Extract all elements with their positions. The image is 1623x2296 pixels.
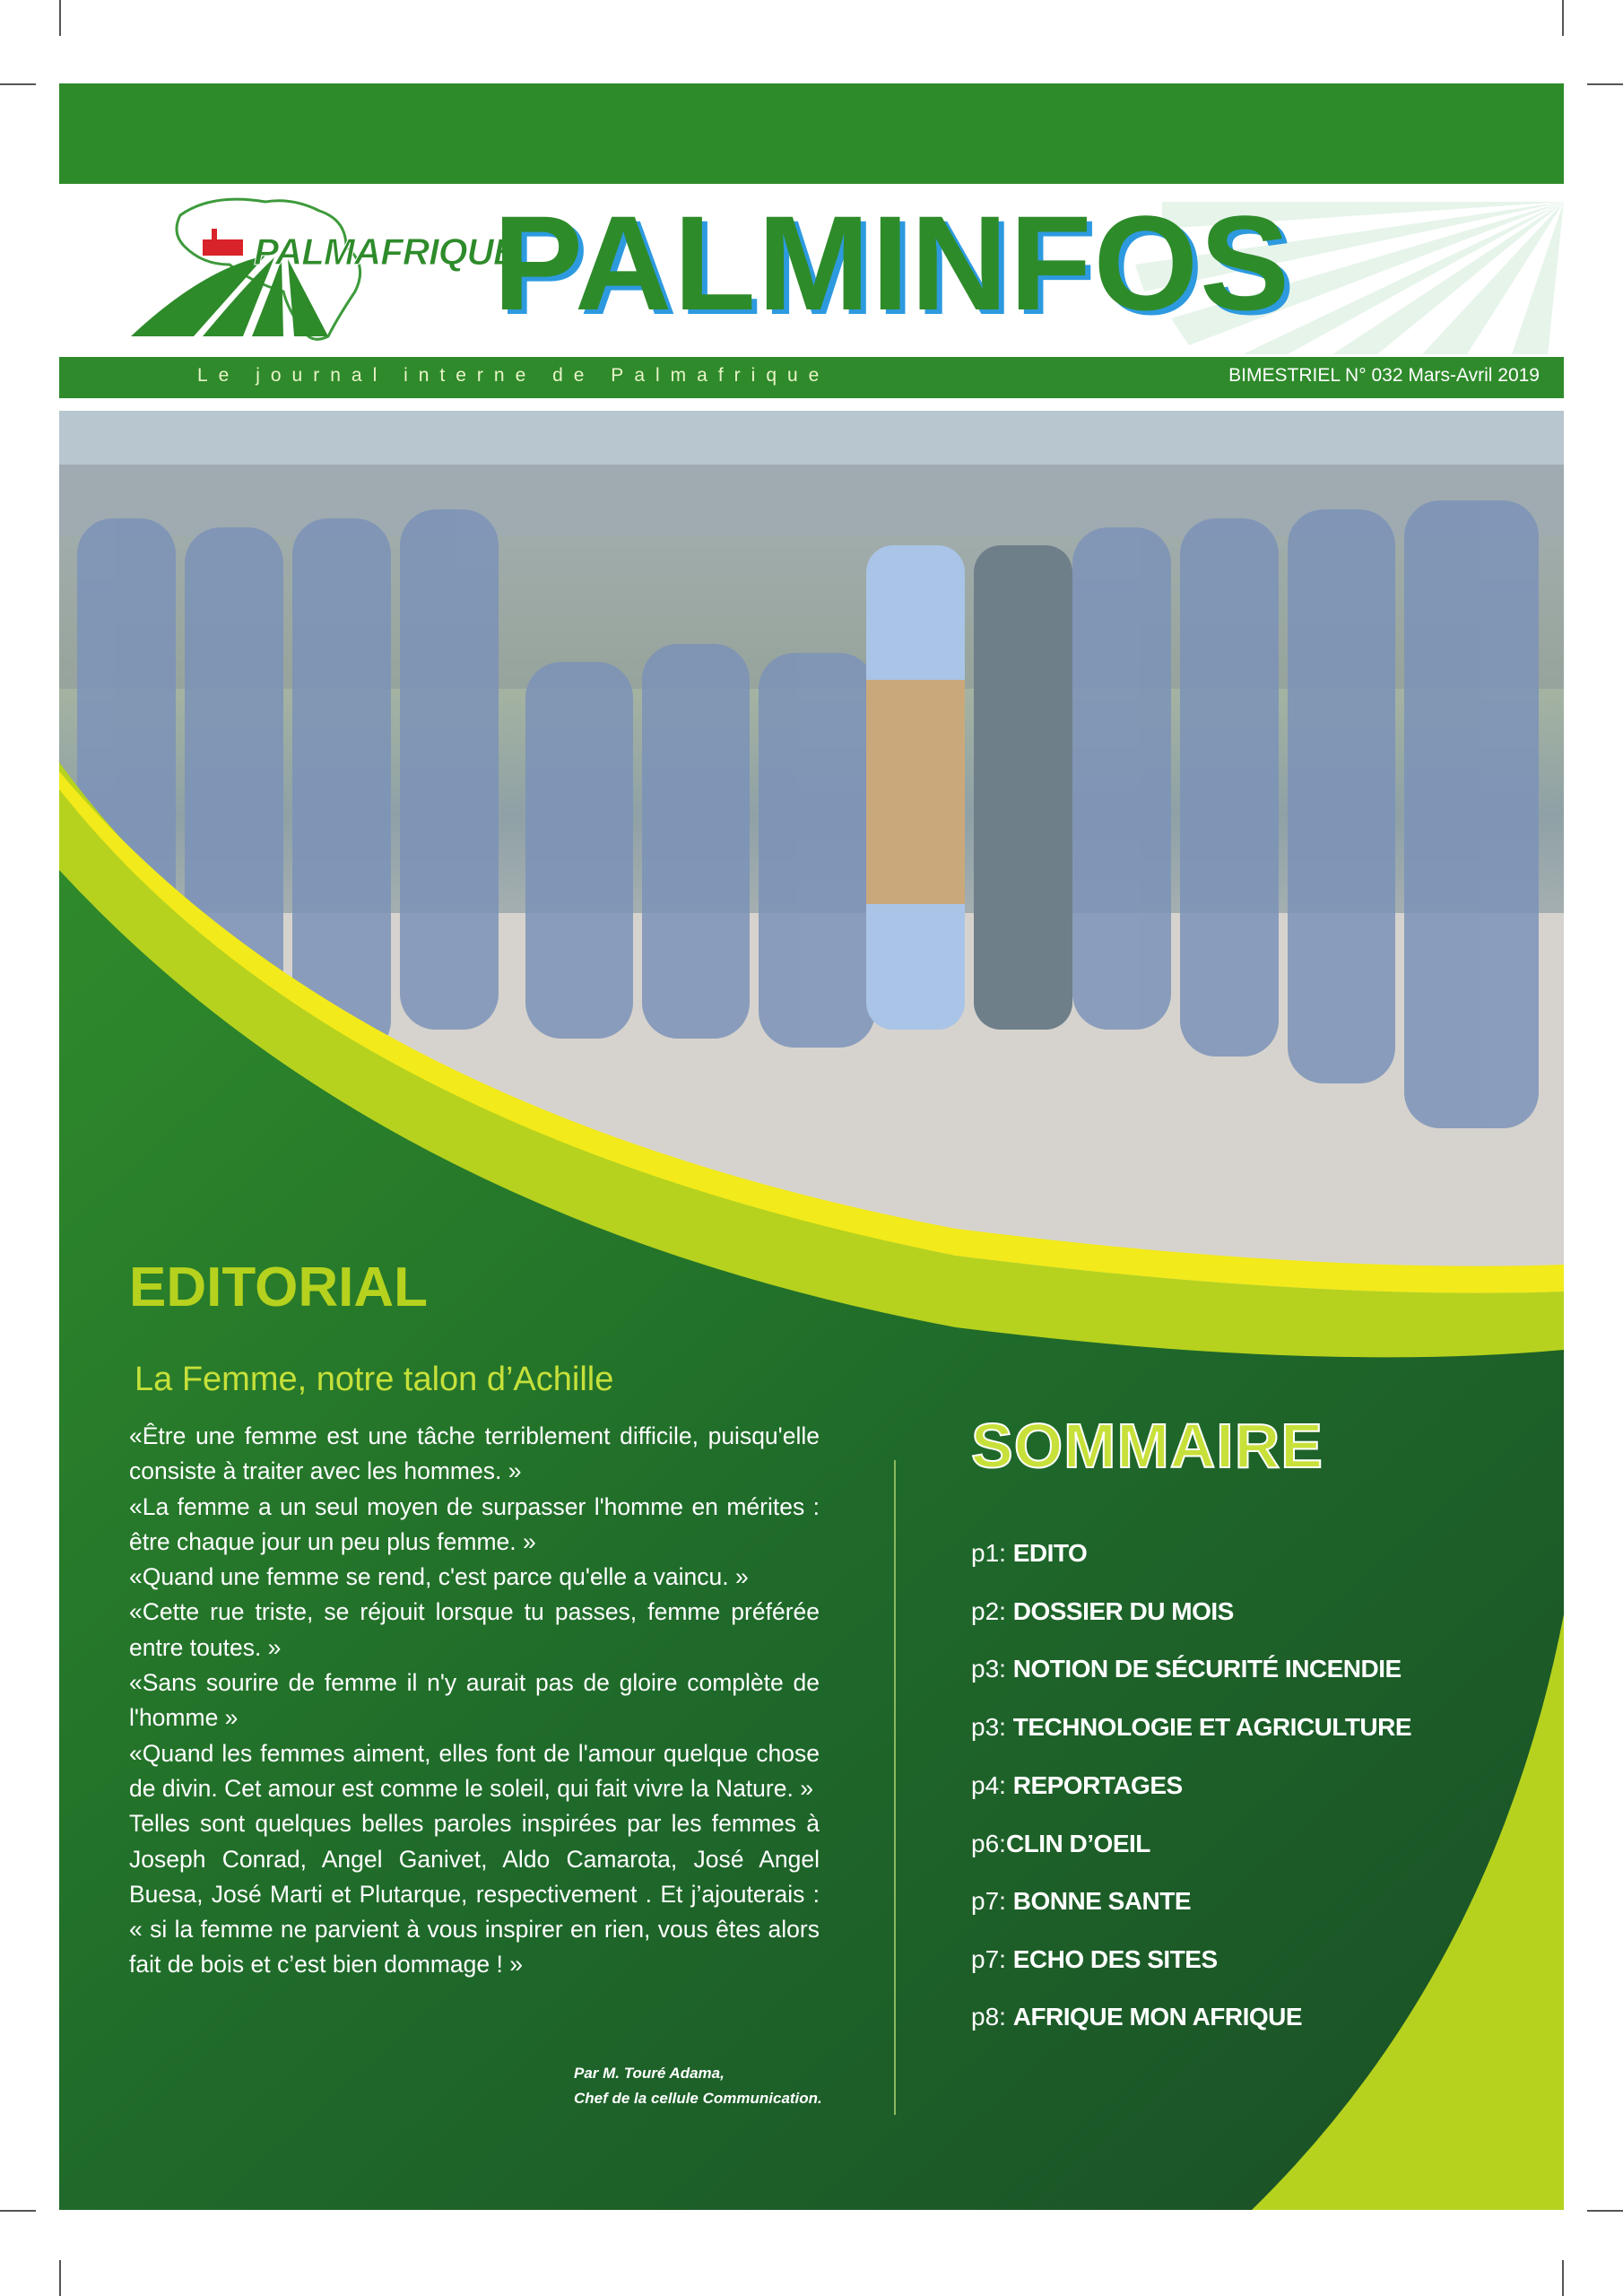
crop-mark [59,0,61,36]
signature-role: Chef de la cellule Communication. [574,2090,822,2107]
toc-item[interactable] [971,1539,1087,1568]
crop-mark [1562,0,1564,36]
toc-item[interactable] [971,1887,1191,1916]
toc-title: DOSSIER DU MOIS [1012,1597,1234,1625]
toc-title: EDITO [1012,1539,1088,1567]
toc-page: p4: [971,1771,1006,1799]
toc-page: p2: [971,1597,1006,1625]
factory-icon [203,239,243,256]
crop-mark [1587,83,1623,85]
sommaire-heading: SOMMAIRE [971,1411,1324,1481]
editorial-signature [574,2061,861,2111]
toc-page: p7: [971,1887,1006,1915]
toc-title: ECHO DES SITES [1012,1945,1218,1973]
toc-page: p3: [971,1713,1006,1741]
issue-info: BIMESTRIEL N° 032 Mars-Avril 2019 [1228,365,1540,386]
toc-title: TECHNOLOGIE ET AGRICULTURE [1012,1713,1412,1741]
toc-item[interactable] [971,1655,1402,1683]
crop-mark [0,83,36,85]
company-logo-text: PALMAFRIQUE [254,230,517,273]
crop-mark [1587,2210,1623,2212]
crop-mark [0,2210,36,2212]
toc-title: REPORTAGES [1012,1771,1183,1799]
editorial-heading: EDITORIAL [129,1257,428,1318]
toc-title: BONNE SANTE [1012,1887,1192,1915]
crop-mark [59,2260,61,2296]
signature-name: Par M. Touré Adama, [574,2065,725,2082]
editorial-body: «Être une femme est une tâche terriblement difficile, puisqu'elle consiste à traiter avec les hommes. » «La femme a un seul moyen de surpasser l'homme en mérites : être chaque jour un peu plus femme. » «Quand une femme se rend, c'est parce qu'elle a vaincu. » «Cette rue triste, se réjouit lorsque tu passes, femme préférée entre toutes. » «Sans sourire de femme il n'y aurait pas de gloire complète de l'homme » «Quand les femmes aiment, elles font de l'amour quelque chose de divin. Cet amour est comme le soleil, qui fait vivre la Nature. » Telles sont quelques belles paroles inspirées par les femmes à Joseph Conrad, Angel Ganivet, Aldo Camarota, José Angel Buesa, José Marti et Plutarque, respectivement . Et j’ajouterais : « si la femme ne parvient à vous inspirer en rien, vous êtes alors fait de bois et c’est bien dommage ! » [129,1422,820,1979]
toc-item[interactable] [971,2003,1302,2031]
toc-item[interactable] [971,1597,1234,1626]
toc-page: p6: [971,1830,1006,1857]
toc-title: CLIN D’OEIL [1005,1830,1150,1857]
toc-page: p1: [971,1539,1006,1567]
top-green-band [59,83,1564,184]
toc-title: AFRIQUE MON AFRIQUE [1012,2003,1303,2031]
toc-item[interactable] [971,1830,1150,1858]
toc-item[interactable] [971,1771,1183,1800]
tagline: Le journal interne de Palmafrique [197,365,830,386]
toc-page: p7: [971,1945,1006,1973]
toc-title: NOTION DE SÉCURITÉ INCENDIE [1012,1655,1402,1683]
editorial-subtitle: La Femme, notre talon d’Achille [135,1361,614,1398]
toc-item[interactable] [971,1945,1218,1974]
toc-page: p3: [971,1655,1006,1683]
toc-page: p8: [971,2003,1006,2031]
crop-mark [1562,2260,1564,2296]
journal-title: PALMINFOS [493,187,1292,338]
toc-item[interactable] [971,1713,1411,1742]
column-divider [894,1460,896,2115]
